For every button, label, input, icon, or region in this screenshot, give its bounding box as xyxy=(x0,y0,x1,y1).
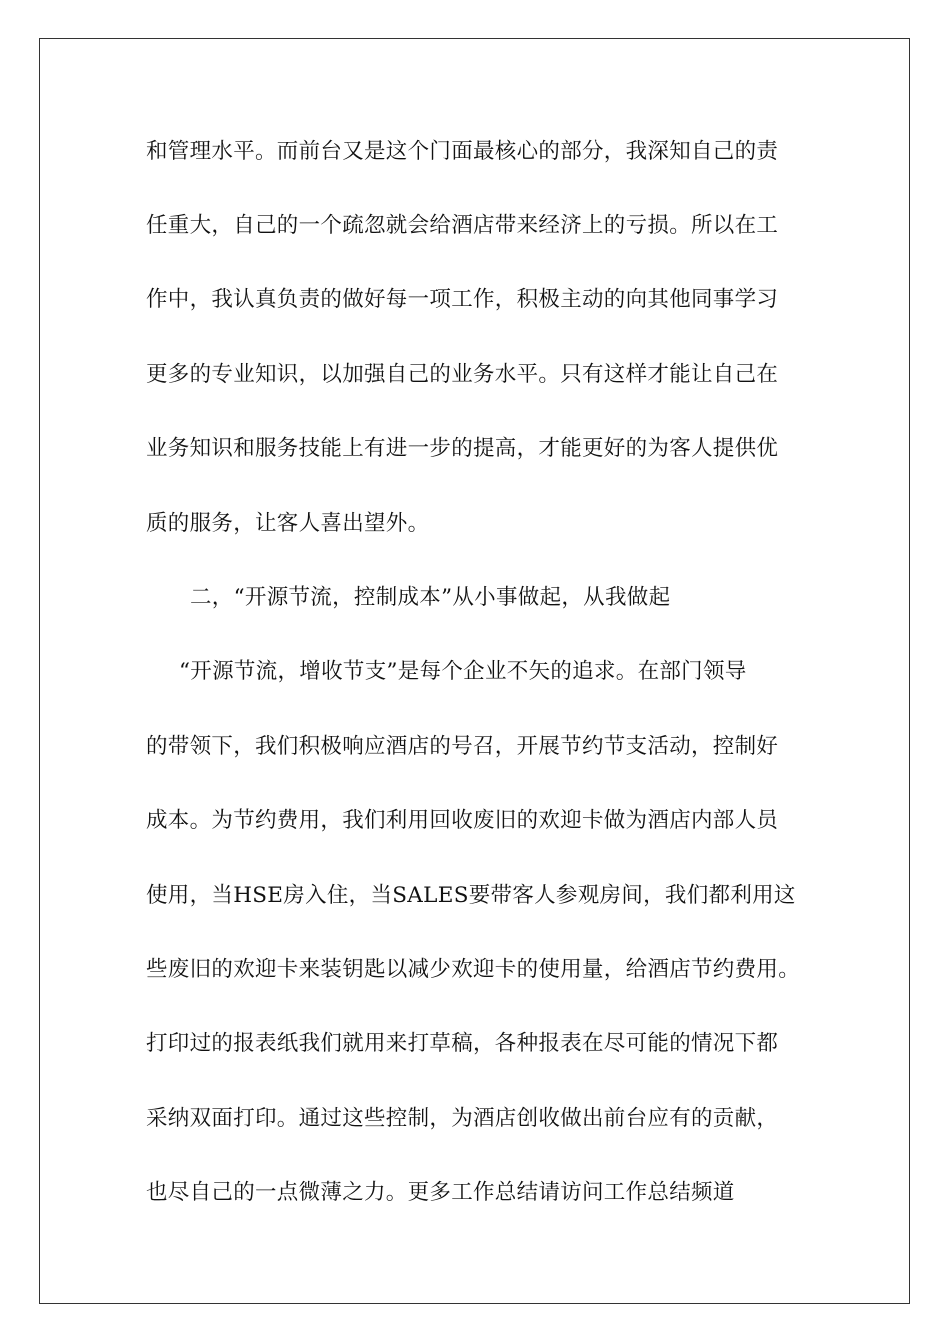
paragraph-line: 也尽自己的一点微薄之力。更多工作总结请访问工作总结频道 xyxy=(146,1180,735,1205)
paragraph-line: 采纳双面打印。通过这些控制，为酒店创收做出前台应有的贡献， xyxy=(146,1106,779,1131)
paragraph-line: 成本。为节约费用，我们利用回收废旧的欢迎卡做为酒店内部人员 xyxy=(146,808,779,833)
paragraph-line: 作中，我认真负责的做好每一项工作，积极主动的向其他同事学习 xyxy=(146,287,779,312)
paragraph-line: 质的服务，让客人喜出望外。 xyxy=(146,511,430,536)
section-heading: 二，“开源节流，控制成本”从小事做起，从我做起 xyxy=(190,585,671,610)
paragraph-line: 些废旧的欢迎卡来装钥匙以减少欢迎卡的使用量，给酒店节约费用。 xyxy=(146,957,801,982)
paragraph-line: 任重大，自己的一个疏忽就会给酒店带来经济上的亏损。所以在工 xyxy=(146,213,779,238)
paragraph-line: 使用，当HSE房入住，当SALES要带客人参观房间，我们都利用这 xyxy=(146,883,796,908)
paragraph-line: 和管理水平。而前台又是这个门面最核心的部分，我深知自己的责 xyxy=(146,139,779,164)
paragraph-line: 打印过的报表纸我们就用来打草稿，各种报表在尽可能的情况下都 xyxy=(146,1031,779,1056)
paragraph-line: 更多的专业知识，以加强自己的业务水平。只有这样才能让自己在 xyxy=(146,362,779,387)
paragraph-line: “开源节流，增收节支”是每个企业不矢的追求。在部门领导 xyxy=(179,659,747,684)
paragraph-line: 的带领下，我们积极响应酒店的号召，开展节约节支活动，控制好 xyxy=(146,734,779,759)
paragraph-line: 业务知识和服务技能上有进一步的提高，才能更好的为客人提供优 xyxy=(146,436,779,461)
